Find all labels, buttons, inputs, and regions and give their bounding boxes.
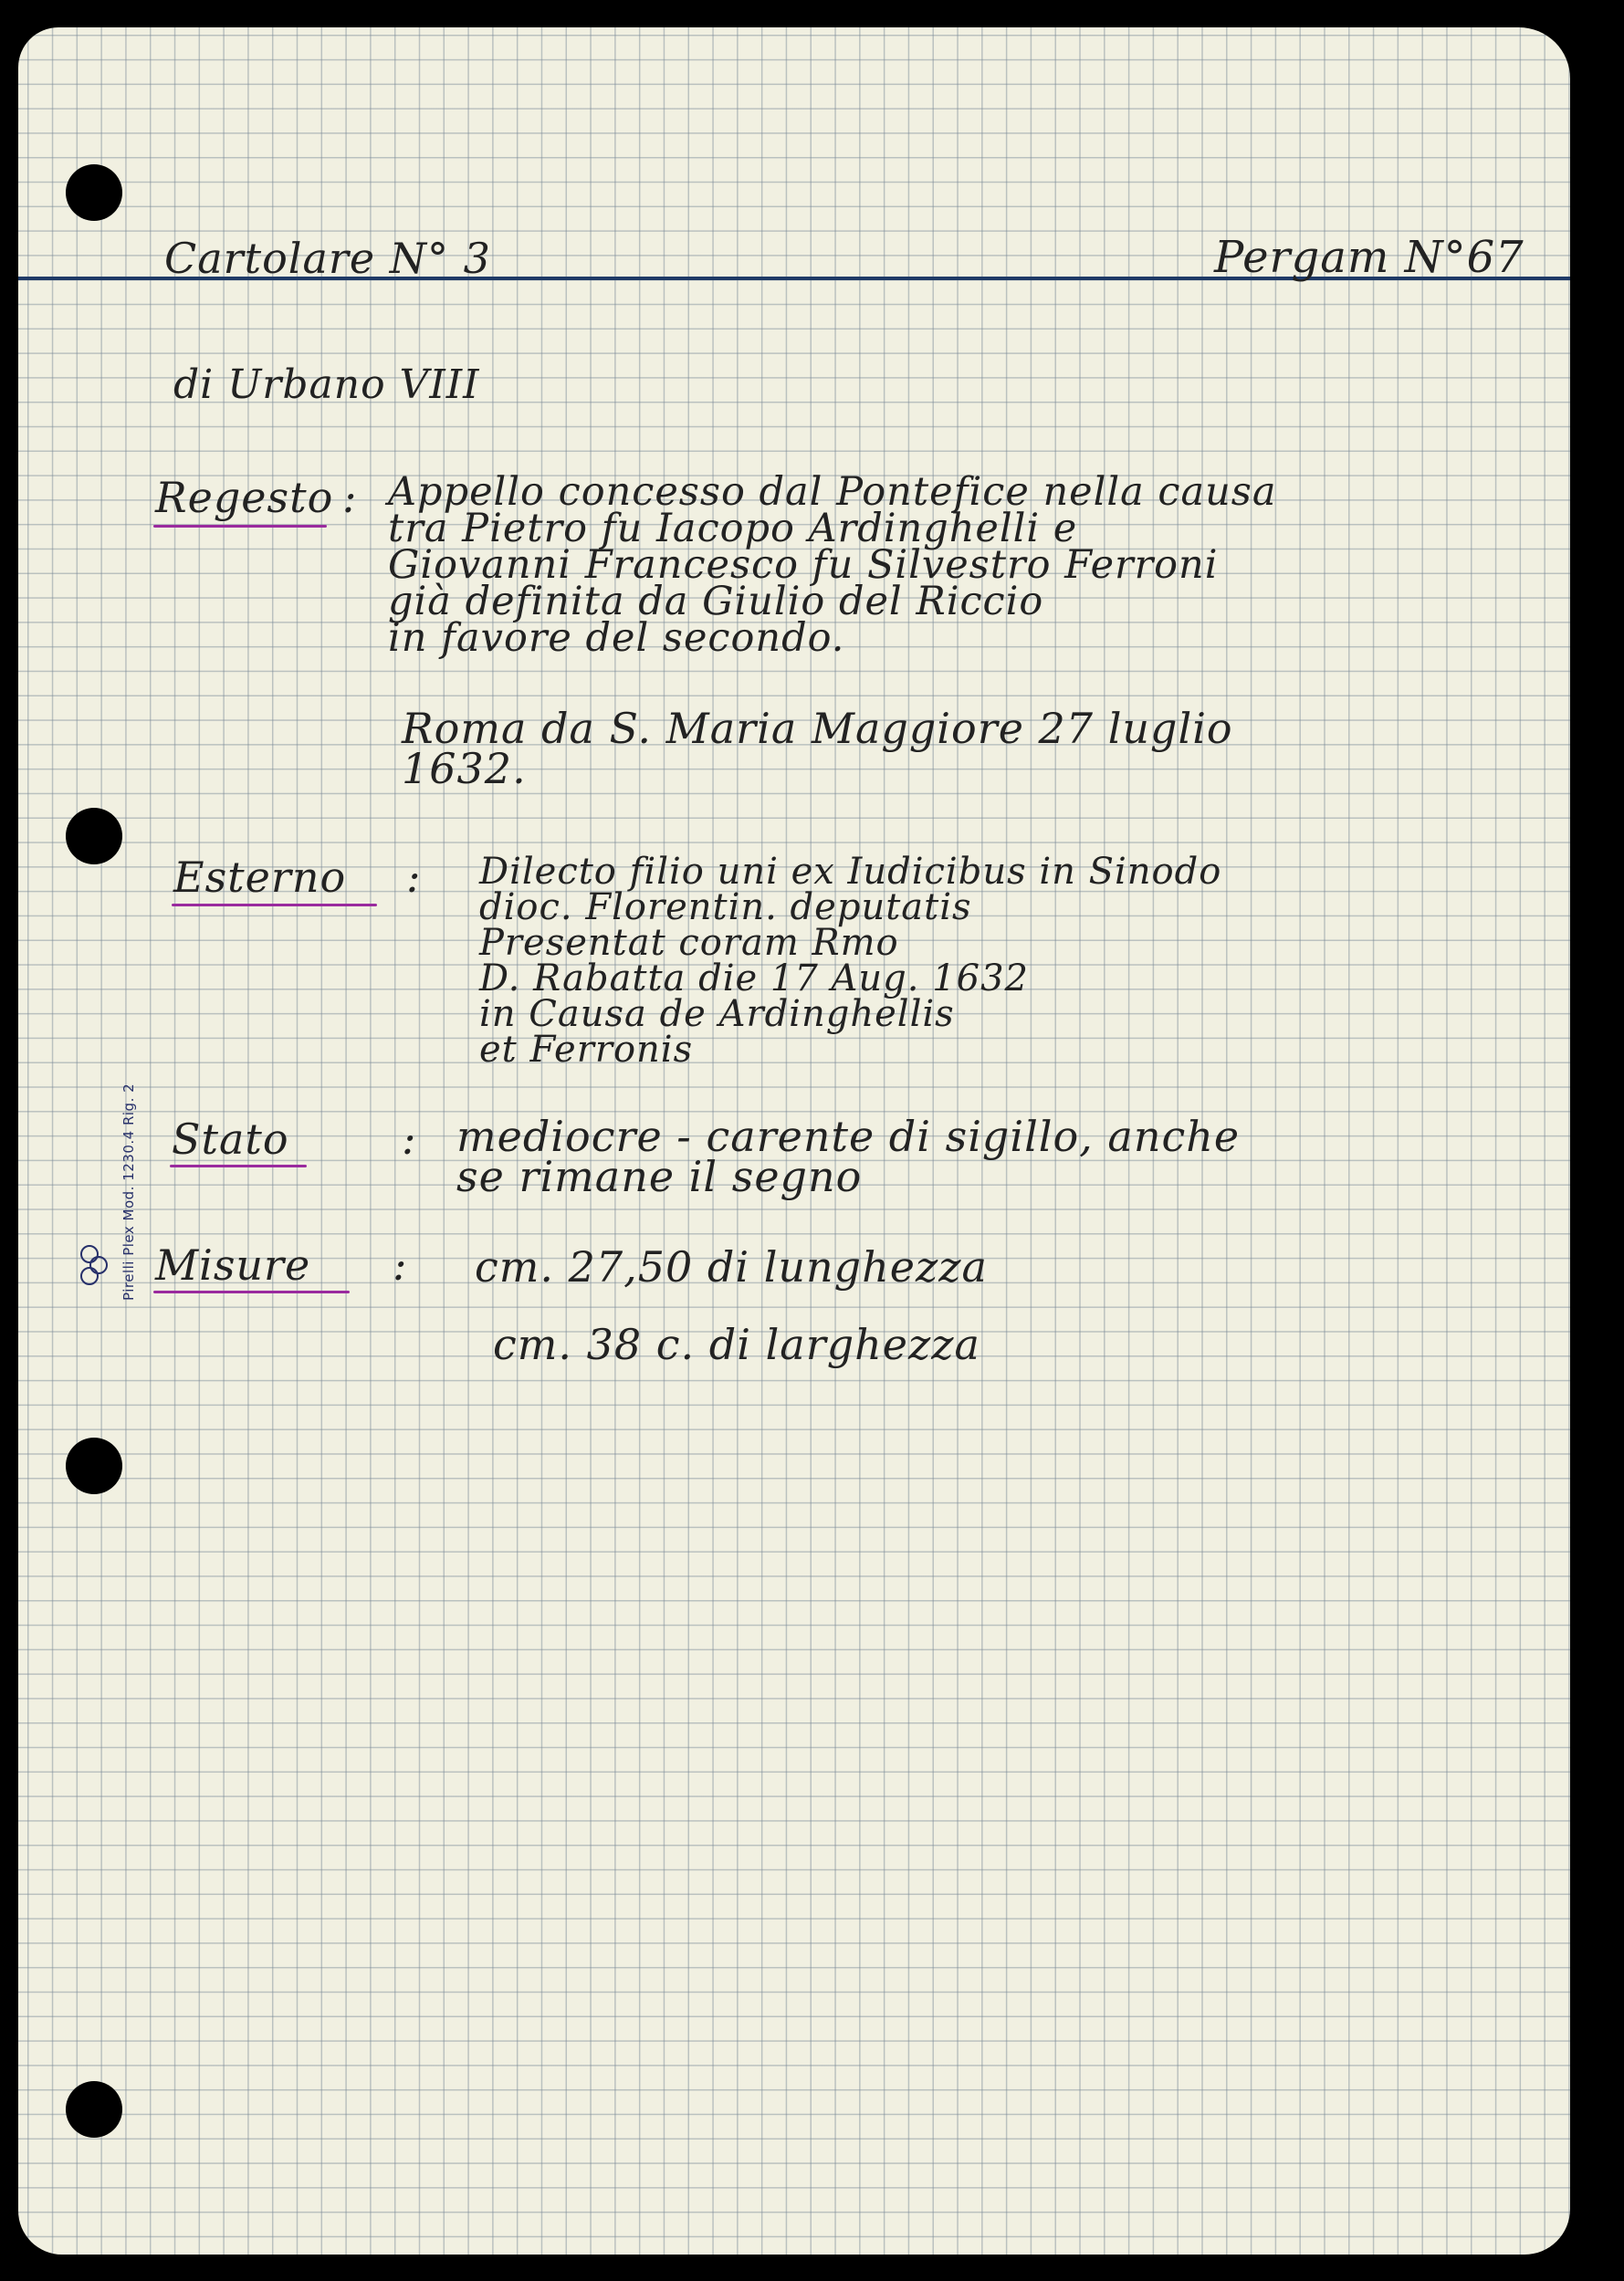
- regesto-label: Regesto: [155, 473, 334, 522]
- regesto-line: Giovanni Francesco fu Silvestro Ferroni: [388, 542, 1219, 588]
- printer-imprint: Pirelli Plex Mod. 1230.4 Rig. 2: [120, 1083, 137, 1301]
- issuer: di Urbano VIII: [173, 361, 480, 408]
- stato-line: se rimane il segno: [456, 1152, 863, 1201]
- esterno-underline: [172, 904, 377, 906]
- esterno-line: Dilecto filio uni ex Iudicibus in Sinodo: [479, 851, 1222, 893]
- esterno-line: in Causa de Ardinghellis: [479, 993, 955, 1035]
- esterno-line: Presentat coram Rmo: [479, 922, 899, 964]
- regesto-line: in favore del secondo.: [388, 615, 845, 661]
- regesto-text: [388, 469, 1277, 661]
- misure-underline: [153, 1291, 350, 1293]
- stato-label: Stato: [172, 1114, 289, 1164]
- regesto-line: Appello concesso dal Pontefice nella causa: [388, 469, 1277, 515]
- misure-length: cm. 27,50 di lunghezza: [475, 1242, 988, 1292]
- esterno-line: dioc. Florentin. deputatis: [479, 886, 972, 928]
- esterno-line: et Ferronis: [479, 1029, 694, 1071]
- misure-width: cm. 38 c. di larghezza: [493, 1320, 980, 1369]
- regesto-line: tra Pietro fu Iacopo Ardinghelli e: [388, 506, 1078, 551]
- printer-logo-icon: [79, 1241, 110, 1296]
- stato-text: [456, 1112, 1241, 1201]
- regesto-date: [402, 704, 1233, 793]
- pergamena-number: Pergam N°67: [1214, 232, 1524, 283]
- misure-colon: :: [393, 1240, 408, 1290]
- regesto-date-line: Roma da S. Maria Maggiore 27 luglio: [402, 704, 1233, 753]
- esterno-label: Esterno: [173, 853, 347, 902]
- cartolare-number: Cartolare N° 3: [164, 234, 491, 283]
- esterno-text: [479, 851, 1222, 1071]
- esterno-line: D. Rabatta die 17 Aug. 1632: [479, 957, 1029, 999]
- regesto-line: già definita da Giulio del Riccio: [388, 579, 1044, 624]
- punch-hole: [66, 164, 122, 221]
- punch-hole: [66, 808, 122, 864]
- punch-hole: [66, 2081, 122, 2138]
- notebook-page: [18, 27, 1570, 2255]
- esterno-colon: :: [406, 853, 422, 902]
- regesto-date-line: 1632.: [402, 744, 527, 793]
- stato-line: mediocre - carente di sigillo, anche: [456, 1112, 1241, 1161]
- regesto-underline: [153, 525, 327, 528]
- stato-underline: [170, 1165, 307, 1167]
- punch-hole: [66, 1438, 122, 1494]
- regesto-colon: :: [342, 473, 358, 522]
- misure-label: Misure: [155, 1240, 311, 1290]
- stato-colon: :: [402, 1114, 417, 1164]
